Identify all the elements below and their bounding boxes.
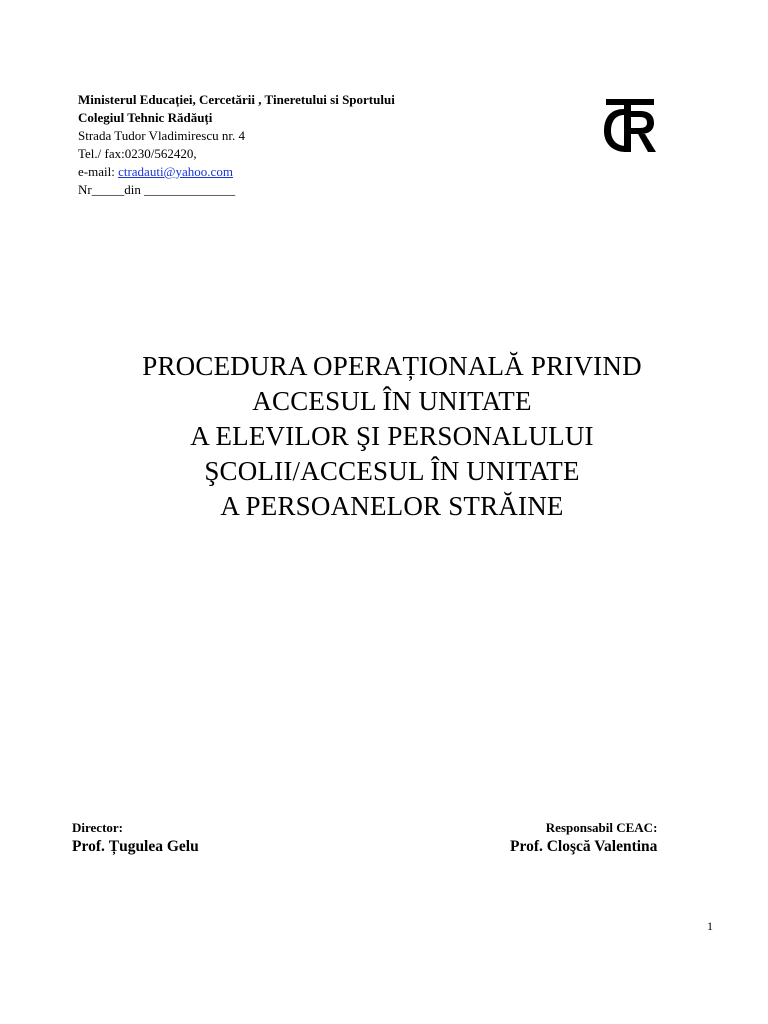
document-header (78, 91, 395, 199)
title-line: PROCEDURA OPERAȚIONALĂ PRIVIND (142, 351, 642, 381)
director-label: Director: (72, 820, 124, 835)
ministry-name: Ministerul Educației, Cercetării , Tineretului si Sportului (78, 92, 395, 107)
registration-number-line: Nr_____din ______________ (78, 182, 236, 197)
director-name: Prof. Țugulea Gelu (72, 838, 199, 855)
ceac-signature-block (506, 820, 657, 856)
phone-line: Tel./ fax:0230/562420, (78, 146, 197, 161)
document-title (0, 349, 768, 524)
email-link[interactable]: ctradauti@yahoo.com (118, 164, 233, 179)
title-line: A PERSOANELOR STRĂINE (220, 491, 564, 521)
title-line: A ELEVILOR ŞI PERSONALULUI (190, 421, 594, 451)
email-line (78, 163, 395, 181)
director-signature-block (72, 820, 199, 856)
ceac-label (506, 820, 657, 836)
ceac-name: Prof. Cloşcă Valentina (510, 838, 658, 855)
ctr-logo-icon (600, 97, 658, 157)
college-name: Colegiul Tehnic Rădăuți (78, 110, 213, 125)
page-number: 1 (707, 919, 713, 933)
email-label: e-mail: (78, 164, 119, 179)
address-line: Strada Tudor Vladimirescu nr. 4 (78, 128, 245, 143)
ceac-label-text: Responsabil CEAC: (545, 820, 658, 835)
title-line: ŞCOLII/ACCESUL ÎN UNITATE (204, 456, 580, 486)
title-line: ACCESUL ÎN UNITATE (252, 386, 532, 416)
